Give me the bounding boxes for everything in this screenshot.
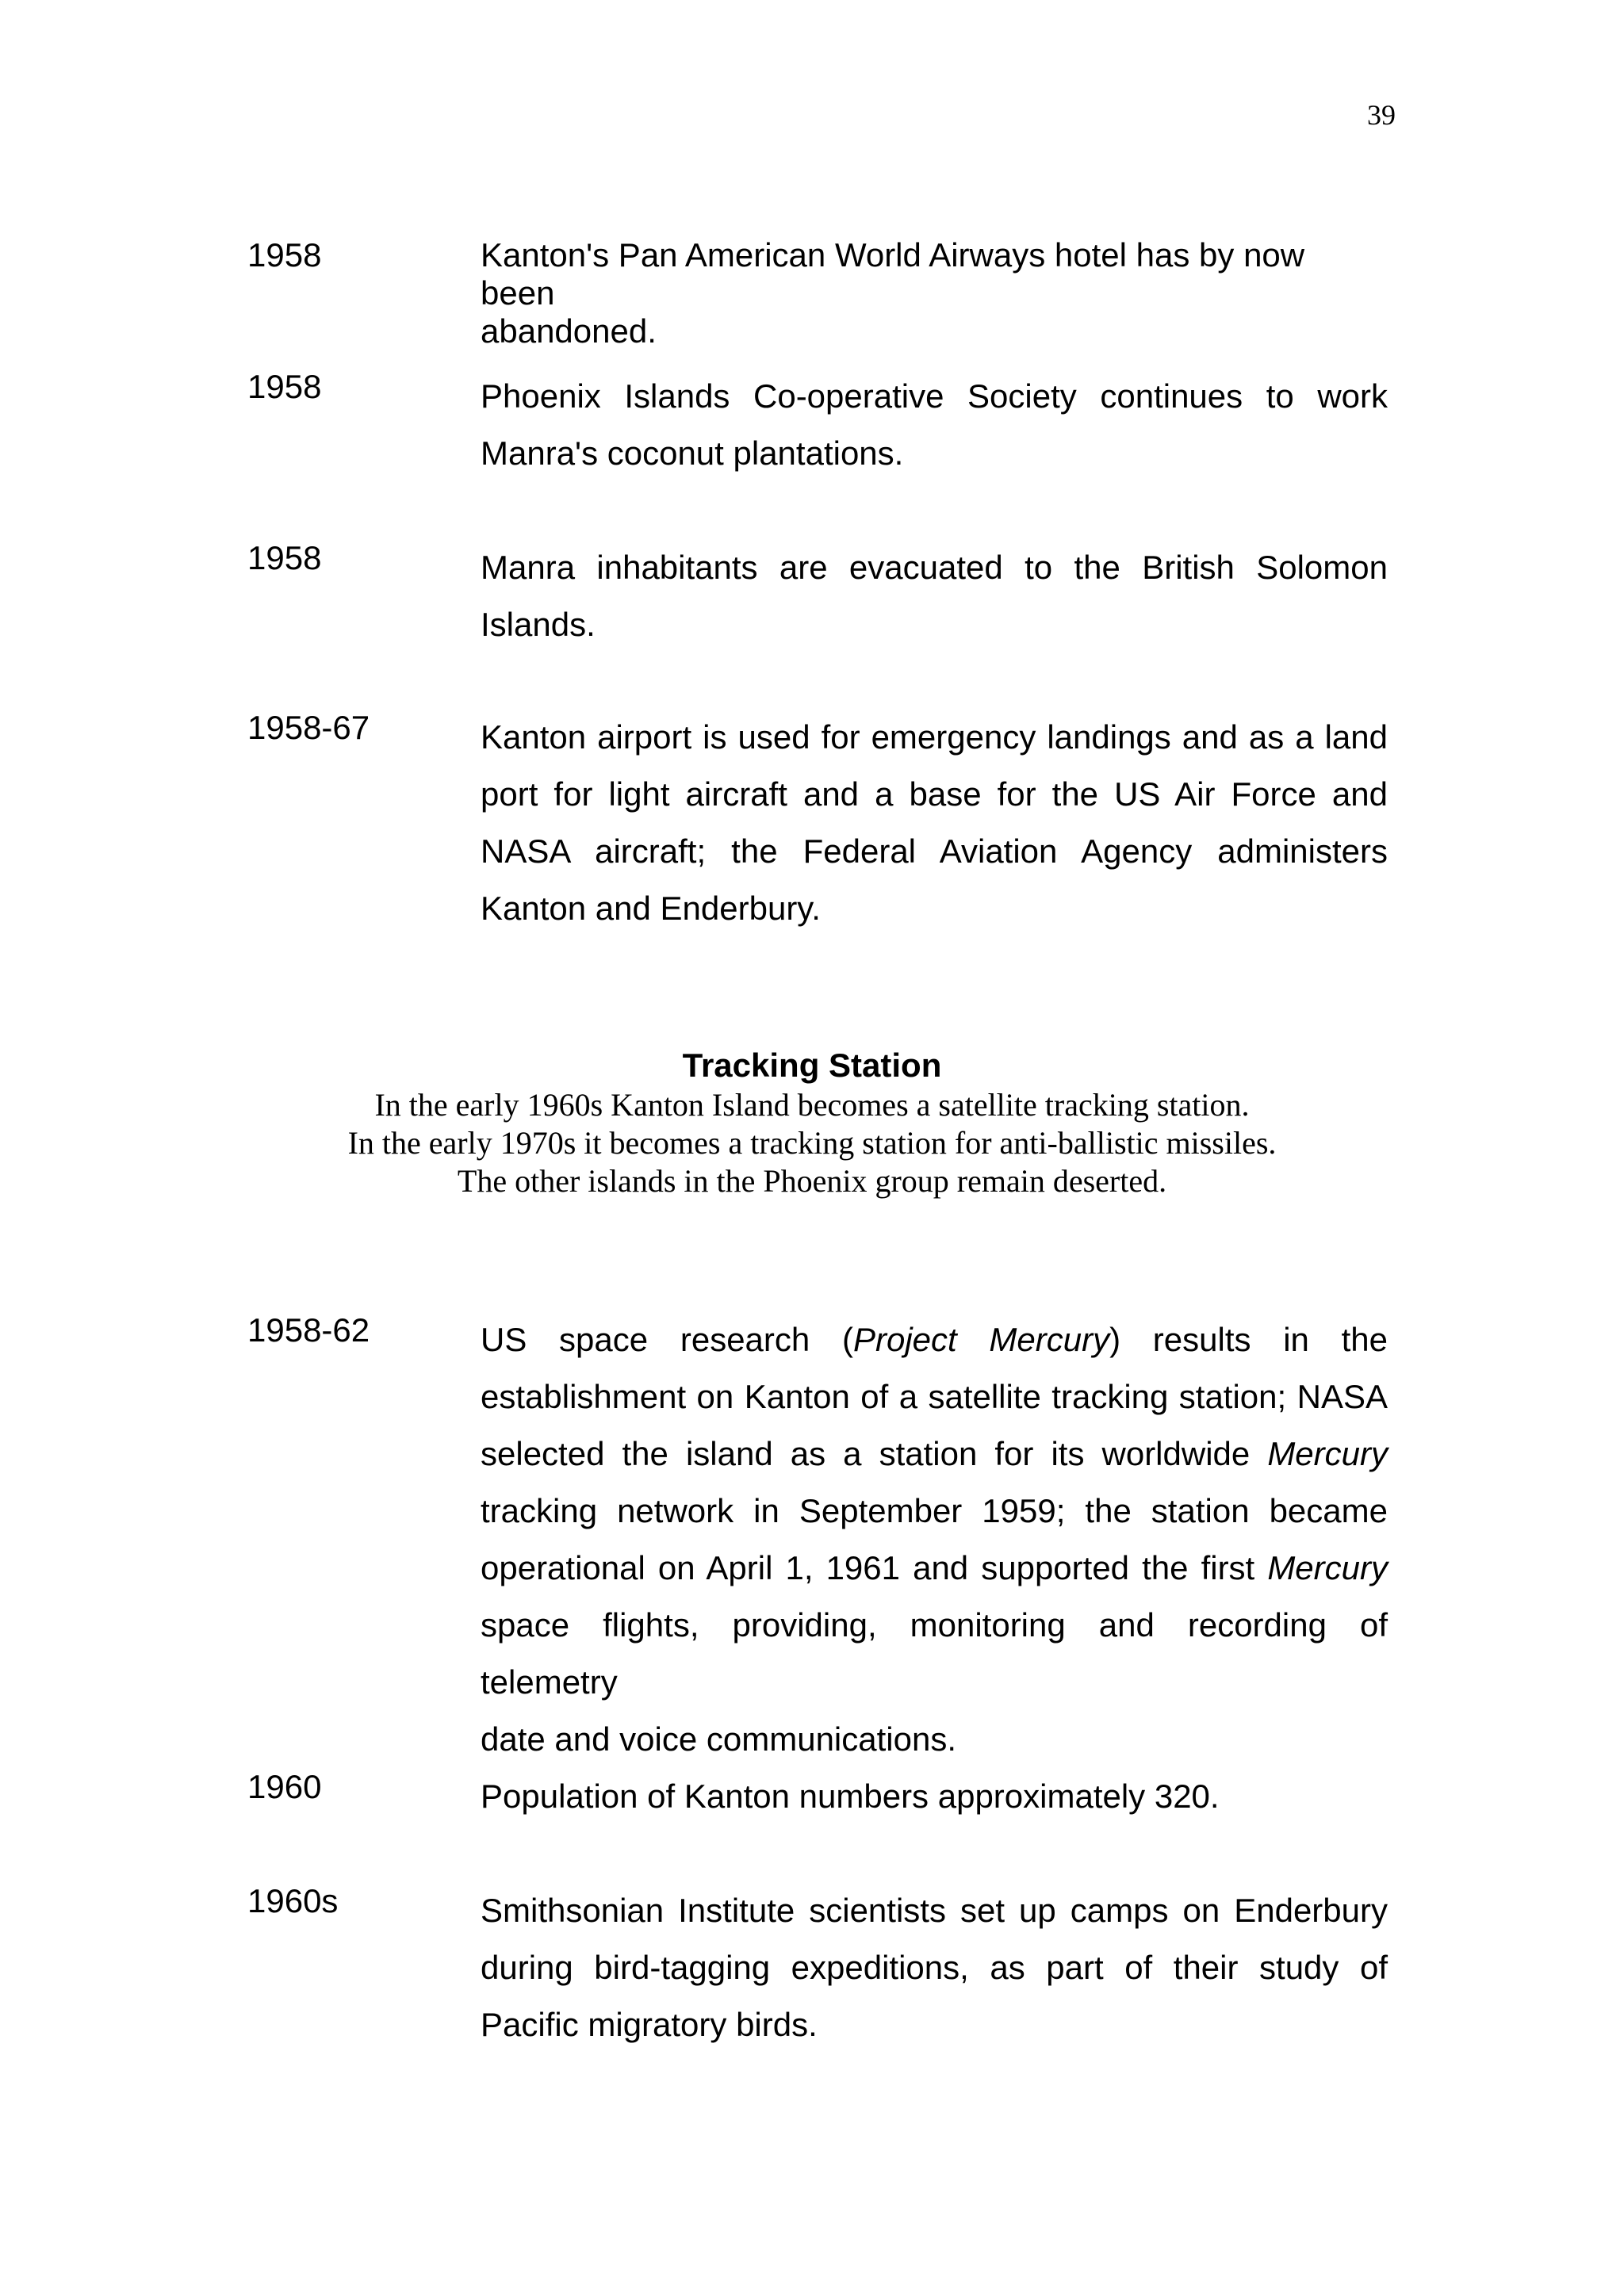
text-segment: operational on April 1, 1961 and supported the first xyxy=(481,1549,1268,1586)
entry-year: 1958 xyxy=(247,236,322,274)
entry-line: Islands. xyxy=(481,606,596,643)
italic-title: Mercury xyxy=(1267,1435,1388,1472)
entry-line: Phoenix Islands Co-operative Society continues to work xyxy=(481,377,1388,415)
entry-line: Manra inhabitants are evacuated to the British Solomon xyxy=(481,549,1388,586)
entry-year: 1958 xyxy=(247,368,322,405)
entry-line: Pacific migratory birds. xyxy=(481,2006,818,2043)
entry-year: 1958 xyxy=(247,539,322,576)
text-segment: selected the island as a station for its worldwide xyxy=(481,1435,1268,1472)
section-line: The other islands in the Phoenix group remain deserted. xyxy=(457,1163,1167,1199)
section-line: In the early 1960s Kanton Island becomes a satellite tracking station. xyxy=(374,1087,1250,1123)
entry-line: tracking network in September 1959; the station became xyxy=(481,1492,1388,1529)
entry-line: NASA aircraft; the Federal Aviation Agency administers xyxy=(481,832,1388,870)
entry-line: abandoned. xyxy=(481,312,657,350)
entry-line: Manra's coconut plantations. xyxy=(481,434,904,472)
entry-line: Kanton airport is used for emergency landings and as a land xyxy=(481,718,1388,756)
italic-title: Mercury xyxy=(1267,1549,1388,1586)
entry-year: 1958-67 xyxy=(247,709,370,746)
text-segment: ) results in the xyxy=(1109,1321,1388,1358)
section-tracking-station xyxy=(0,1045,1624,1200)
entry-line xyxy=(481,1425,1388,1483)
section-line: In the early 1970s it becomes a tracking station for anti-ballistic missiles. xyxy=(347,1125,1277,1161)
entry-text xyxy=(481,709,1388,937)
section-heading: Tracking Station xyxy=(682,1047,942,1084)
entry-line: date and voice communications. xyxy=(481,1720,956,1758)
entry-line: Kanton and Enderbury. xyxy=(481,890,821,927)
entry-year: 1958-62 xyxy=(247,1311,370,1349)
entry-line: Smithsonian Institute scientists set up camps on Enderbury xyxy=(481,1892,1388,1929)
page-number: 39 xyxy=(1367,99,1396,131)
entry-text xyxy=(481,236,1388,350)
entry-text xyxy=(481,539,1388,653)
entry-line: port for light aircraft and a base for the US Air Force and xyxy=(481,775,1388,813)
entry-text xyxy=(481,1882,1388,2053)
entry-year: 1960s xyxy=(247,1882,339,1919)
entry-line: establishment on Kanton of a satellite tracking station; NASA xyxy=(481,1378,1388,1415)
entry-line xyxy=(481,1540,1388,1597)
entry-line: Population of Kanton numbers approximately 320. xyxy=(481,1777,1220,1815)
entry-line: during bird-tagging expeditions, as part of their study of xyxy=(481,1949,1388,1986)
text-segment: US space research ( xyxy=(481,1321,853,1358)
entry-line: space flights, providing, monitoring and recording of telemetry xyxy=(481,1606,1388,1701)
entry-year: 1960 xyxy=(247,1768,322,1805)
italic-title: Project Mercury xyxy=(852,1321,1110,1358)
entry-text xyxy=(481,368,1388,482)
entry-text xyxy=(481,1768,1388,1825)
entry-line: Kanton's Pan American World Airways hotel has by now been xyxy=(481,236,1305,312)
entry-line xyxy=(481,1311,1388,1368)
entry-text xyxy=(481,1311,1388,1768)
